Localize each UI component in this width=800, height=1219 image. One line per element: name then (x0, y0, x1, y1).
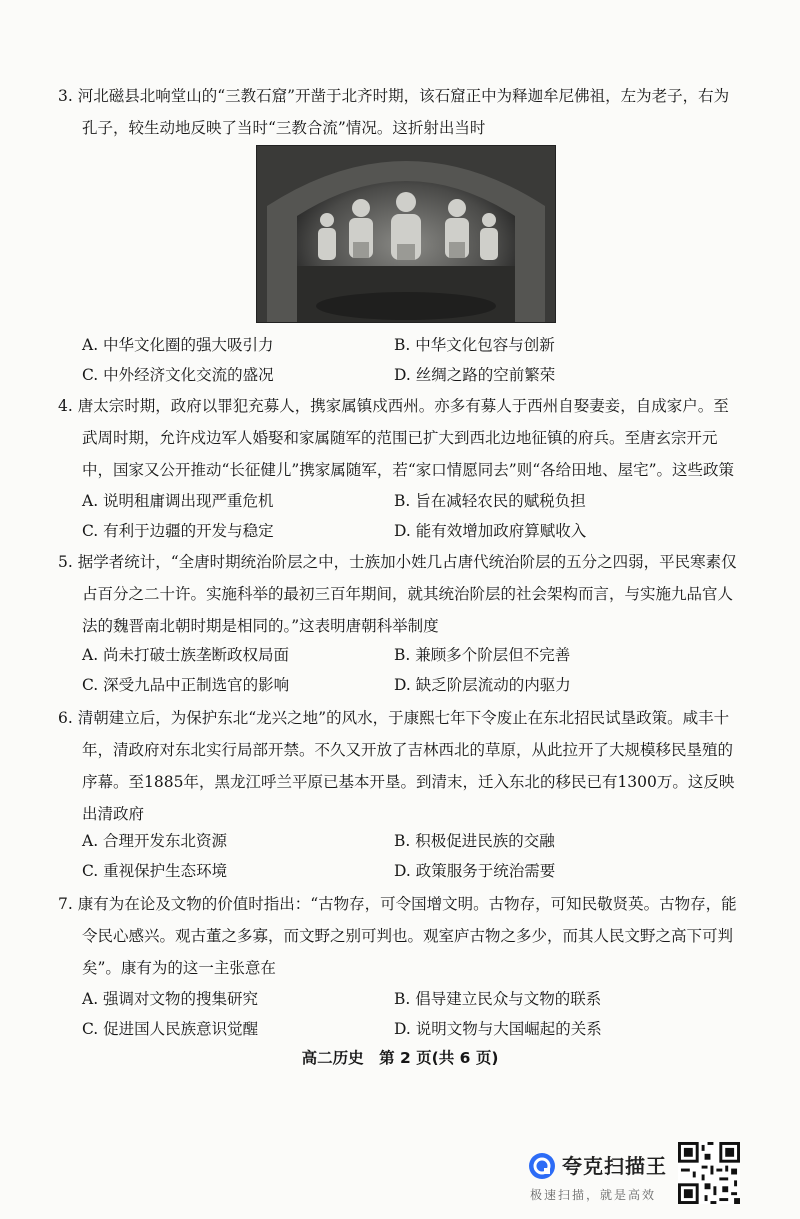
q4-stem-line2: 武周时期，允许戍边军人婚娶和家属随军的范围已扩大到西北边地征镇的府兵。至唐玄宗开元 (82, 429, 718, 447)
q3-option-b[interactable]: B. 中华文化包容与创新 (394, 336, 555, 354)
q6-option-d[interactable]: D. 政策服务于统治需要 (394, 862, 556, 880)
q6-stem-line1: 6. 清朝建立后，为保护东北“龙兴之地”的风水，于康熙七年下令废止在东北招民试垦政策。咸丰十 (58, 709, 730, 727)
q3-option-d[interactable]: D. 丝绸之路的空前繁荣 (394, 366, 556, 384)
q4-stem-line3: 中，国家又公开推动“长征健儿”携家属随军，若“家口情愿同去”则“各给田地、屋宅”。这些政策 (82, 461, 735, 479)
q6-options (82, 826, 742, 886)
q7-option-b[interactable]: B. 倡导建立民众与文物的联系 (394, 990, 602, 1008)
q6-option-a[interactable]: A. 合理开发东北资源 (82, 832, 228, 850)
stone-cave-photo (256, 145, 556, 323)
q7-option-a[interactable]: A. 强调对文物的搜集研究 (82, 990, 259, 1008)
q3-options (82, 330, 742, 390)
q3-option-c[interactable]: C. 中外经济文化交流的盛况 (82, 366, 274, 384)
q5-option-a[interactable]: A. 尚未打破士族垄断政权局面 (82, 646, 290, 664)
scanner-slogan: 极速扫描，就是高效 (530, 1188, 657, 1202)
q3-option-a[interactable]: A. 中华文化圈的强大吸引力 (82, 336, 274, 354)
q5-stem-line1: 5. 据学者统计，“全唐时期统治阶层之中，士族加小姓几占唐代统治阶层的五分之四弱，平民寒素仅 (58, 553, 737, 571)
q4-option-a[interactable]: A. 说明租庸调出现严重危机 (82, 492, 274, 510)
question-6 (58, 702, 748, 830)
question-4 (58, 390, 748, 486)
q5-option-c[interactable]: C. 深受九品中正制选官的影响 (82, 676, 290, 694)
q5-option-d[interactable]: D. 缺乏阶层流动的内驱力 (394, 676, 571, 694)
q7-stem-line3: 矣”。康有为的这一主张意在 (82, 959, 276, 977)
scanner-watermark (524, 1140, 744, 1210)
q4-option-d[interactable]: D. 能有效增加政府算赋收入 (394, 522, 587, 540)
q5-option-b[interactable]: B. 兼顾多个阶层但不完善 (394, 646, 571, 664)
q7-option-d[interactable]: D. 说明文物与大国崛起的关系 (394, 1020, 602, 1038)
q4-stem-line1: 4. 唐太宗时期，政府以罪犯充募人，携家属镇戍西州。亦多有募人于西州自娶妻妾，自成家户。至 (58, 397, 729, 415)
q3-stem-line1: 3. 河北磁县北响堂山的“三教石窟”开凿于北齐时期，该石窟正中为释迦牟尼佛祖，左为老子，右为 (58, 87, 730, 105)
q4-option-c[interactable]: C. 有利于边疆的开发与稳定 (82, 522, 274, 540)
qr-code-icon (678, 1142, 740, 1204)
q7-options (82, 984, 742, 1044)
q6-option-c[interactable]: C. 重视保护生态环境 (82, 862, 228, 880)
q3-stem-line2: 孔子，较生动地反映了当时“三教合流”情况。这折射出当时 (82, 119, 486, 137)
question-3 (58, 80, 748, 144)
q6-stem-line3: 序幕。至1885年，黑龙江呼兰平原已基本开垦。到清末，迁入东北的移民已有1300万。这反映 (82, 773, 735, 791)
q6-stem-line2: 年，清政府对东北实行局部开禁。不久又开放了吉林西北的草原，从此拉开了大规模移民垦殖的 (82, 741, 734, 759)
quark-logo-icon (528, 1152, 556, 1180)
q7-stem-line1: 7. 康有为在论及文物的价值时指出：“古物存，可令国增文明。古物存，可知民敬贤英。古物存，能 (58, 895, 737, 913)
q6-option-b[interactable]: B. 积极促进民族的交融 (394, 832, 555, 850)
q5-stem-line3: 法的魏晋南北朝时期是相同的。”这表明唐朝科举制度 (82, 617, 439, 635)
q5-stem-line2: 占百分之二十许。实施科举的最初三百年期间，就其统治阶层的社会架构而言，与实施九品官人 (82, 585, 734, 603)
q5-options (82, 640, 742, 700)
q7-stem-line2: 令民心感兴。观古董之多寡，而文野之别可判也。观室庐古物之多少，而其人民文野之高下可判 (82, 927, 734, 945)
q7-option-c[interactable]: C. 促进国人民族意识觉醒 (82, 1020, 259, 1038)
q4-options (82, 486, 742, 546)
q6-stem-line4: 出清政府 (82, 805, 145, 823)
page-footer: 高二历史 第 2 页(共 6 页) (301, 1049, 499, 1067)
scanner-app-name: 夸克扫描王 (562, 1154, 667, 1178)
question-7 (58, 888, 748, 984)
q4-option-b[interactable]: B. 旨在减轻农民的赋税负担 (394, 492, 586, 510)
question-5 (58, 546, 748, 642)
cave-statues-image (257, 146, 555, 322)
